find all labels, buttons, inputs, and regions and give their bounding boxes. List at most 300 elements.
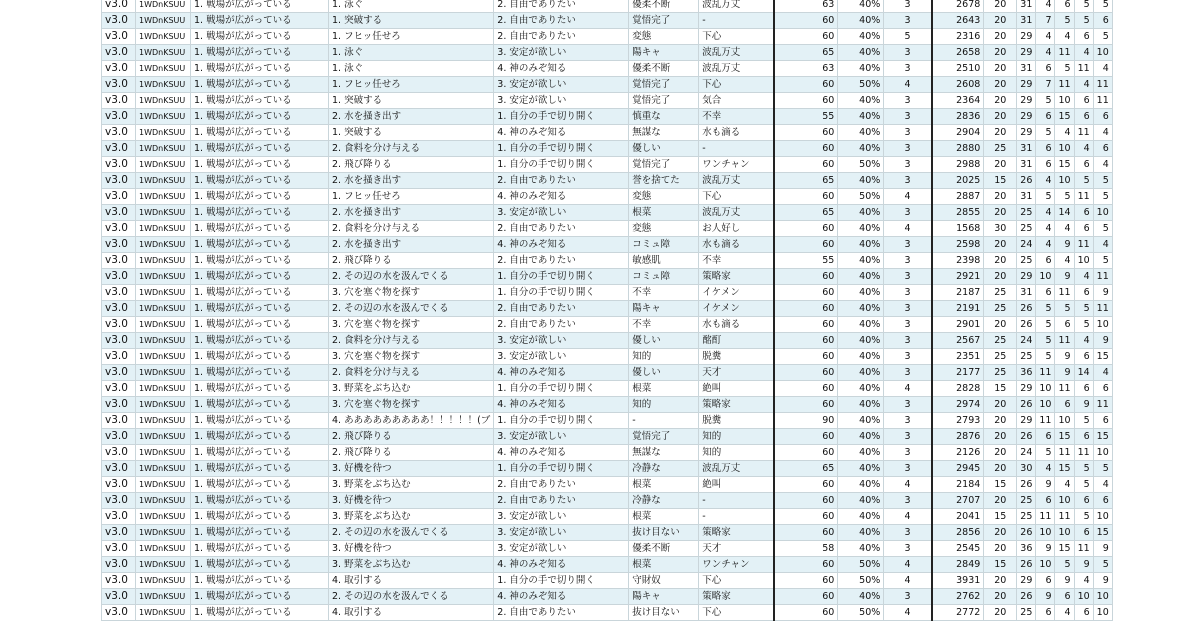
wish-cell[interactable]: 3. 安定が欲しい [494, 525, 629, 541]
scenario-cell[interactable]: 1. 戦場が広がっている [191, 77, 329, 93]
stat-c-cell[interactable]: 4 [1036, 237, 1055, 253]
fate-cell[interactable]: 策略家 [699, 269, 774, 285]
level-cell[interactable]: 3 [884, 269, 932, 285]
stat-c-cell[interactable]: 7 [1036, 13, 1055, 29]
trait-cell[interactable]: 陽キャ [629, 301, 699, 317]
stat-a-cell[interactable]: 20 [984, 445, 1017, 461]
score-cell[interactable]: 2643 [932, 13, 984, 29]
stat-b-cell[interactable]: 31 [1017, 141, 1036, 157]
stat-b-cell[interactable]: 24 [1017, 333, 1036, 349]
stat-f-cell[interactable]: 9 [1093, 285, 1112, 301]
level-cell[interactable]: 4 [884, 605, 932, 621]
version-cell[interactable]: v3.0 [102, 13, 136, 29]
action-cell[interactable]: 3. 野菜をぶち込む [329, 477, 494, 493]
stat-d-cell[interactable]: 6 [1055, 589, 1074, 605]
wish-cell[interactable]: 4. 神のみぞ知る [494, 397, 629, 413]
level-cell[interactable]: 4 [884, 189, 932, 205]
rate-cell[interactable]: 40% [838, 509, 884, 525]
version-cell[interactable]: v3.0 [102, 525, 136, 541]
level-cell[interactable]: 3 [884, 0, 932, 13]
scenario-cell[interactable]: 1. 戦場が広がっている [191, 29, 329, 45]
value-a-cell[interactable]: 58 [774, 541, 838, 557]
stat-e-cell[interactable]: 6 [1074, 493, 1093, 509]
wish-cell[interactable]: 2. 自由でありたい [494, 29, 629, 45]
version-cell[interactable]: v3.0 [102, 61, 136, 77]
id-cell[interactable]: 1WDnKSUU [136, 253, 191, 269]
stat-a-cell[interactable]: 20 [984, 189, 1017, 205]
scenario-cell[interactable]: 1. 戦場が広がっている [191, 365, 329, 381]
action-cell[interactable]: 3. 好機を待つ [329, 541, 494, 557]
stat-f-cell[interactable]: 5 [1093, 0, 1112, 13]
action-cell[interactable]: 2. 食料を分け与える [329, 365, 494, 381]
action-cell[interactable]: 2. 水を掻き出す [329, 237, 494, 253]
scenario-cell[interactable]: 1. 戦場が広がっている [191, 221, 329, 237]
id-cell[interactable]: 1WDnKSUU [136, 141, 191, 157]
stat-e-cell[interactable]: 5 [1074, 509, 1093, 525]
version-cell[interactable]: v3.0 [102, 189, 136, 205]
stat-c-cell[interactable]: 6 [1036, 573, 1055, 589]
rate-cell[interactable]: 40% [838, 301, 884, 317]
action-cell[interactable]: 3. 野菜をぶち込む [329, 557, 494, 573]
stat-c-cell[interactable]: 4 [1036, 221, 1055, 237]
stat-c-cell[interactable]: 10 [1036, 269, 1055, 285]
score-cell[interactable]: 2921 [932, 269, 984, 285]
stat-a-cell[interactable]: 20 [984, 573, 1017, 589]
rate-cell[interactable]: 50% [838, 77, 884, 93]
rate-cell[interactable]: 40% [838, 493, 884, 509]
rate-cell[interactable]: 40% [838, 429, 884, 445]
level-cell[interactable]: 3 [884, 461, 932, 477]
stat-e-cell[interactable]: 5 [1074, 461, 1093, 477]
value-a-cell[interactable]: 55 [774, 253, 838, 269]
stat-d-cell[interactable]: 11 [1055, 333, 1074, 349]
rate-cell[interactable]: 40% [838, 397, 884, 413]
id-cell[interactable]: 1WDnKSUU [136, 445, 191, 461]
id-cell[interactable]: 1WDnKSUU [136, 477, 191, 493]
wish-cell[interactable]: 3. 安定が欲しい [494, 77, 629, 93]
rate-cell[interactable]: 50% [838, 573, 884, 589]
wish-cell[interactable]: 4. 神のみぞ知る [494, 237, 629, 253]
score-cell[interactable]: 2876 [932, 429, 984, 445]
stat-f-cell[interactable]: 5 [1093, 221, 1112, 237]
stat-e-cell[interactable]: 4 [1074, 573, 1093, 589]
value-a-cell[interactable]: 65 [774, 461, 838, 477]
action-cell[interactable]: 2. その辺の水を汲んでくる [329, 525, 494, 541]
stat-a-cell[interactable]: 15 [984, 477, 1017, 493]
rate-cell[interactable]: 40% [838, 381, 884, 397]
stat-e-cell[interactable]: 11 [1074, 237, 1093, 253]
rate-cell[interactable]: 40% [838, 365, 884, 381]
value-a-cell[interactable]: 60 [774, 509, 838, 525]
stat-a-cell[interactable]: 20 [984, 317, 1017, 333]
rate-cell[interactable]: 40% [838, 173, 884, 189]
stat-d-cell[interactable]: 9 [1055, 349, 1074, 365]
level-cell[interactable]: 3 [884, 285, 932, 301]
fate-cell[interactable]: 知的 [699, 445, 774, 461]
value-a-cell[interactable]: 60 [774, 429, 838, 445]
stat-b-cell[interactable]: 29 [1017, 413, 1036, 429]
score-cell[interactable]: 2974 [932, 397, 984, 413]
scenario-cell[interactable]: 1. 戦場が広がっている [191, 141, 329, 157]
level-cell[interactable]: 4 [884, 557, 932, 573]
value-a-cell[interactable]: 60 [774, 333, 838, 349]
trait-cell[interactable]: 変態 [629, 29, 699, 45]
action-cell[interactable]: 2. その辺の水を汲んでくる [329, 269, 494, 285]
stat-f-cell[interactable]: 4 [1093, 477, 1112, 493]
level-cell[interactable]: 3 [884, 13, 932, 29]
rate-cell[interactable]: 40% [838, 413, 884, 429]
stat-b-cell[interactable]: 24 [1017, 445, 1036, 461]
fate-cell[interactable]: 気合 [699, 93, 774, 109]
trait-cell[interactable]: 不幸 [629, 285, 699, 301]
score-cell[interactable]: 2351 [932, 349, 984, 365]
wish-cell[interactable]: 2. 自由でありたい [494, 173, 629, 189]
trait-cell[interactable]: 陽キャ [629, 589, 699, 605]
stat-a-cell[interactable]: 25 [984, 365, 1017, 381]
stat-f-cell[interactable]: 6 [1093, 381, 1112, 397]
action-cell[interactable]: 4. 取引する [329, 605, 494, 621]
stat-b-cell[interactable]: 25 [1017, 253, 1036, 269]
action-cell[interactable]: 1. フヒッ任せろ [329, 189, 494, 205]
stat-c-cell[interactable]: 5 [1036, 445, 1055, 461]
stat-a-cell[interactable]: 20 [984, 29, 1017, 45]
stat-f-cell[interactable]: 5 [1093, 173, 1112, 189]
scenario-cell[interactable]: 1. 戦場が広がっている [191, 93, 329, 109]
action-cell[interactable]: 2. 飛び降りる [329, 253, 494, 269]
stat-a-cell[interactable]: 20 [984, 413, 1017, 429]
stat-d-cell[interactable]: 15 [1055, 429, 1074, 445]
wish-cell[interactable]: 4. 神のみぞ知る [494, 589, 629, 605]
fate-cell[interactable]: 策略家 [699, 525, 774, 541]
id-cell[interactable]: 1WDnKSUU [136, 429, 191, 445]
trait-cell[interactable]: - [629, 413, 699, 429]
fate-cell[interactable]: イケメン [699, 301, 774, 317]
score-cell[interactable]: 2126 [932, 445, 984, 461]
rate-cell[interactable]: 40% [838, 541, 884, 557]
stat-d-cell[interactable]: 10 [1055, 525, 1074, 541]
action-cell[interactable]: 2. 食料を分け与える [329, 141, 494, 157]
trait-cell[interactable]: 根菜 [629, 205, 699, 221]
score-cell[interactable]: 2191 [932, 301, 984, 317]
level-cell[interactable]: 3 [884, 589, 932, 605]
trait-cell[interactable]: 覚悟完了 [629, 157, 699, 173]
stat-f-cell[interactable]: 10 [1093, 317, 1112, 333]
action-cell[interactable]: 3. 好機を待つ [329, 461, 494, 477]
id-cell[interactable]: 1WDnKSUU [136, 77, 191, 93]
id-cell[interactable]: 1WDnKSUU [136, 61, 191, 77]
value-a-cell[interactable]: 60 [774, 445, 838, 461]
scenario-cell[interactable]: 1. 戦場が広がっている [191, 333, 329, 349]
trait-cell[interactable]: 変態 [629, 221, 699, 237]
fate-cell[interactable]: 脱糞 [699, 349, 774, 365]
stat-e-cell[interactable]: 6 [1074, 605, 1093, 621]
stat-f-cell[interactable]: 5 [1093, 29, 1112, 45]
action-cell[interactable]: 2. 飛び降りる [329, 429, 494, 445]
stat-b-cell[interactable]: 26 [1017, 301, 1036, 317]
stat-b-cell[interactable]: 25 [1017, 205, 1036, 221]
wish-cell[interactable]: 2. 自由でありたい [494, 493, 629, 509]
value-a-cell[interactable]: 60 [774, 605, 838, 621]
score-cell[interactable]: 2901 [932, 317, 984, 333]
id-cell[interactable]: 1WDnKSUU [136, 221, 191, 237]
version-cell[interactable]: v3.0 [102, 509, 136, 525]
level-cell[interactable]: 3 [884, 317, 932, 333]
action-cell[interactable]: 1. 泳ぐ [329, 0, 494, 13]
stat-b-cell[interactable]: 26 [1017, 397, 1036, 413]
stat-d-cell[interactable]: 6 [1055, 397, 1074, 413]
action-cell[interactable]: 1. 突破する [329, 125, 494, 141]
level-cell[interactable]: 3 [884, 173, 932, 189]
stat-d-cell[interactable]: 5 [1055, 301, 1074, 317]
level-cell[interactable]: 3 [884, 157, 932, 173]
version-cell[interactable]: v3.0 [102, 109, 136, 125]
action-cell[interactable]: 2. その辺の水を汲んでくる [329, 301, 494, 317]
stat-e-cell[interactable]: 6 [1074, 29, 1093, 45]
id-cell[interactable]: 1WDnKSUU [136, 125, 191, 141]
stat-a-cell[interactable]: 20 [984, 589, 1017, 605]
stat-c-cell[interactable]: 11 [1036, 413, 1055, 429]
wish-cell[interactable]: 2. 自由でありたい [494, 605, 629, 621]
score-cell[interactable]: 2510 [932, 61, 984, 77]
wish-cell[interactable]: 4. 神のみぞ知る [494, 189, 629, 205]
stat-d-cell[interactable]: 6 [1055, 0, 1074, 13]
wish-cell[interactable]: 3. 安定が欲しい [494, 45, 629, 61]
wish-cell[interactable]: 2. 自由でありたい [494, 0, 629, 13]
stat-b-cell[interactable]: 26 [1017, 477, 1036, 493]
stat-b-cell[interactable]: 26 [1017, 557, 1036, 573]
trait-cell[interactable]: 優しい [629, 333, 699, 349]
wish-cell[interactable]: 2. 自由でありたい [494, 477, 629, 493]
stat-c-cell[interactable]: 4 [1036, 29, 1055, 45]
trait-cell[interactable]: 慎重な [629, 109, 699, 125]
trait-cell[interactable]: コミュ障 [629, 237, 699, 253]
id-cell[interactable]: 1WDnKSUU [136, 173, 191, 189]
scenario-cell[interactable]: 1. 戦場が広がっている [191, 589, 329, 605]
scenario-cell[interactable]: 1. 戦場が広がっている [191, 253, 329, 269]
id-cell[interactable]: 1WDnKSUU [136, 493, 191, 509]
score-cell[interactable]: 2793 [932, 413, 984, 429]
rate-cell[interactable]: 40% [838, 237, 884, 253]
level-cell[interactable]: 3 [884, 237, 932, 253]
stat-e-cell[interactable]: 6 [1074, 285, 1093, 301]
id-cell[interactable]: 1WDnKSUU [136, 29, 191, 45]
wish-cell[interactable]: 2. 自由でありたい [494, 253, 629, 269]
score-cell[interactable]: 2988 [932, 157, 984, 173]
scenario-cell[interactable]: 1. 戦場が広がっている [191, 557, 329, 573]
wish-cell[interactable]: 1. 自分の手で切り開く [494, 285, 629, 301]
wish-cell[interactable]: 3. 安定が欲しい [494, 541, 629, 557]
value-a-cell[interactable]: 60 [774, 189, 838, 205]
id-cell[interactable]: 1WDnKSUU [136, 93, 191, 109]
level-cell[interactable]: 3 [884, 205, 932, 221]
level-cell[interactable]: 4 [884, 77, 932, 93]
stat-c-cell[interactable]: 5 [1036, 301, 1055, 317]
version-cell[interactable]: v3.0 [102, 589, 136, 605]
rate-cell[interactable]: 40% [838, 221, 884, 237]
stat-a-cell[interactable]: 25 [984, 285, 1017, 301]
value-a-cell[interactable]: 60 [774, 397, 838, 413]
stat-e-cell[interactable]: 4 [1074, 333, 1093, 349]
id-cell[interactable]: 1WDnKSUU [136, 269, 191, 285]
value-a-cell[interactable]: 60 [774, 365, 838, 381]
id-cell[interactable]: 1WDnKSUU [136, 541, 191, 557]
stat-b-cell[interactable]: 31 [1017, 189, 1036, 205]
id-cell[interactable]: 1WDnKSUU [136, 589, 191, 605]
fate-cell[interactable]: 脱糞 [699, 413, 774, 429]
stat-c-cell[interactable]: 10 [1036, 525, 1055, 541]
value-a-cell[interactable]: 65 [774, 205, 838, 221]
stat-b-cell[interactable]: 29 [1017, 77, 1036, 93]
id-cell[interactable]: 1WDnKSUU [136, 349, 191, 365]
score-cell[interactable]: 2364 [932, 93, 984, 109]
score-cell[interactable]: 2567 [932, 333, 984, 349]
stat-d-cell[interactable]: 4 [1055, 221, 1074, 237]
score-cell[interactable]: 2856 [932, 525, 984, 541]
action-cell[interactable]: 2. 飛び降りる [329, 157, 494, 173]
stat-c-cell[interactable]: 7 [1036, 77, 1055, 93]
fate-cell[interactable]: 波乱万丈 [699, 0, 774, 13]
stat-f-cell[interactable]: 15 [1093, 525, 1112, 541]
stat-b-cell[interactable]: 36 [1017, 541, 1036, 557]
scenario-cell[interactable]: 1. 戦場が広がっている [191, 157, 329, 173]
stat-b-cell[interactable]: 29 [1017, 93, 1036, 109]
version-cell[interactable]: v3.0 [102, 173, 136, 189]
level-cell[interactable]: 3 [884, 61, 932, 77]
wish-cell[interactable]: 2. 自由でありたい [494, 13, 629, 29]
score-cell[interactable]: 2187 [932, 285, 984, 301]
stat-a-cell[interactable]: 20 [984, 205, 1017, 221]
score-cell[interactable]: 2836 [932, 109, 984, 125]
trait-cell[interactable]: 敏感肌 [629, 253, 699, 269]
value-a-cell[interactable]: 60 [774, 589, 838, 605]
value-a-cell[interactable]: 60 [774, 573, 838, 589]
value-a-cell[interactable]: 55 [774, 109, 838, 125]
id-cell[interactable]: 1WDnKSUU [136, 45, 191, 61]
version-cell[interactable]: v3.0 [102, 141, 136, 157]
fate-cell[interactable]: 下心 [699, 29, 774, 45]
level-cell[interactable]: 4 [884, 477, 932, 493]
stat-b-cell[interactable]: 29 [1017, 269, 1036, 285]
fate-cell[interactable]: 下心 [699, 189, 774, 205]
stat-a-cell[interactable]: 25 [984, 301, 1017, 317]
stat-b-cell[interactable]: 31 [1017, 157, 1036, 173]
rate-cell[interactable]: 40% [838, 45, 884, 61]
fate-cell[interactable]: - [699, 141, 774, 157]
stat-c-cell[interactable]: 9 [1036, 589, 1055, 605]
stat-a-cell[interactable]: 20 [984, 77, 1017, 93]
value-a-cell[interactable]: 60 [774, 301, 838, 317]
wish-cell[interactable]: 4. 神のみぞ知る [494, 557, 629, 573]
score-cell[interactable]: 2041 [932, 509, 984, 525]
rate-cell[interactable]: 40% [838, 13, 884, 29]
stat-e-cell[interactable]: 6 [1074, 221, 1093, 237]
id-cell[interactable]: 1WDnKSUU [136, 365, 191, 381]
stat-e-cell[interactable]: 11 [1074, 189, 1093, 205]
level-cell[interactable]: 3 [884, 141, 932, 157]
wish-cell[interactable]: 2. 自由でありたい [494, 221, 629, 237]
trait-cell[interactable]: 優柔不断 [629, 541, 699, 557]
id-cell[interactable]: 1WDnKSUU [136, 381, 191, 397]
score-cell[interactable]: 2887 [932, 189, 984, 205]
wish-cell[interactable]: 1. 自分の手で切り開く [494, 269, 629, 285]
id-cell[interactable]: 1WDnKSUU [136, 205, 191, 221]
trait-cell[interactable]: 守財奴 [629, 573, 699, 589]
level-cell[interactable]: 3 [884, 493, 932, 509]
rate-cell[interactable]: 40% [838, 285, 884, 301]
version-cell[interactable]: v3.0 [102, 93, 136, 109]
level-cell[interactable]: 3 [884, 365, 932, 381]
version-cell[interactable]: v3.0 [102, 461, 136, 477]
stat-d-cell[interactable]: 5 [1055, 61, 1074, 77]
stat-e-cell[interactable]: 10 [1074, 589, 1093, 605]
stat-f-cell[interactable]: 6 [1093, 413, 1112, 429]
stat-e-cell[interactable]: 6 [1074, 109, 1093, 125]
stat-f-cell[interactable]: 4 [1093, 365, 1112, 381]
wish-cell[interactable]: 3. 安定が欲しい [494, 205, 629, 221]
stat-e-cell[interactable]: 9 [1074, 397, 1093, 413]
stat-c-cell[interactable]: 5 [1036, 317, 1055, 333]
stat-c-cell[interactable]: 4 [1036, 173, 1055, 189]
stat-b-cell[interactable]: 29 [1017, 29, 1036, 45]
stat-b-cell[interactable]: 25 [1017, 605, 1036, 621]
fate-cell[interactable]: 天才 [699, 365, 774, 381]
stat-a-cell[interactable]: 20 [984, 45, 1017, 61]
stat-e-cell[interactable]: 11 [1074, 61, 1093, 77]
score-cell[interactable]: 2904 [932, 125, 984, 141]
stat-c-cell[interactable]: 9 [1036, 477, 1055, 493]
stat-a-cell[interactable]: 20 [984, 13, 1017, 29]
stat-d-cell[interactable]: 4 [1055, 253, 1074, 269]
fate-cell[interactable]: - [699, 13, 774, 29]
stat-f-cell[interactable]: 10 [1093, 605, 1112, 621]
stat-f-cell[interactable]: 6 [1093, 109, 1112, 125]
stat-e-cell[interactable]: 11 [1074, 541, 1093, 557]
stat-c-cell[interactable]: 6 [1036, 605, 1055, 621]
score-cell[interactable]: 2608 [932, 77, 984, 93]
action-cell[interactable]: 4. 取引する [329, 573, 494, 589]
trait-cell[interactable]: 冷静な [629, 461, 699, 477]
stat-e-cell[interactable]: 4 [1074, 269, 1093, 285]
stat-c-cell[interactable]: 4 [1036, 0, 1055, 13]
scenario-cell[interactable]: 1. 戦場が広がっている [191, 461, 329, 477]
stat-e-cell[interactable]: 5 [1074, 317, 1093, 333]
stat-f-cell[interactable]: 11 [1093, 301, 1112, 317]
rate-cell[interactable]: 40% [838, 0, 884, 13]
stat-b-cell[interactable]: 29 [1017, 381, 1036, 397]
stat-c-cell[interactable]: 6 [1036, 157, 1055, 173]
rate-cell[interactable]: 40% [838, 461, 884, 477]
trait-cell[interactable]: 根菜 [629, 509, 699, 525]
score-cell[interactable]: 2316 [932, 29, 984, 45]
rate-cell[interactable]: 40% [838, 269, 884, 285]
action-cell[interactable]: 1. フヒッ任せろ [329, 77, 494, 93]
action-cell[interactable]: 1. 突破する [329, 93, 494, 109]
scenario-cell[interactable]: 1. 戦場が広がっている [191, 13, 329, 29]
stat-f-cell[interactable]: 5 [1093, 557, 1112, 573]
level-cell[interactable]: 3 [884, 109, 932, 125]
scenario-cell[interactable]: 1. 戦場が広がっている [191, 125, 329, 141]
stat-b-cell[interactable]: 25 [1017, 221, 1036, 237]
version-cell[interactable]: v3.0 [102, 413, 136, 429]
scenario-cell[interactable]: 1. 戦場が広がっている [191, 541, 329, 557]
stat-c-cell[interactable]: 6 [1036, 141, 1055, 157]
trait-cell[interactable]: 優しい [629, 141, 699, 157]
score-cell[interactable]: 2177 [932, 365, 984, 381]
rate-cell[interactable]: 40% [838, 93, 884, 109]
stat-a-cell[interactable]: 20 [984, 397, 1017, 413]
rate-cell[interactable]: 40% [838, 109, 884, 125]
version-cell[interactable]: v3.0 [102, 365, 136, 381]
